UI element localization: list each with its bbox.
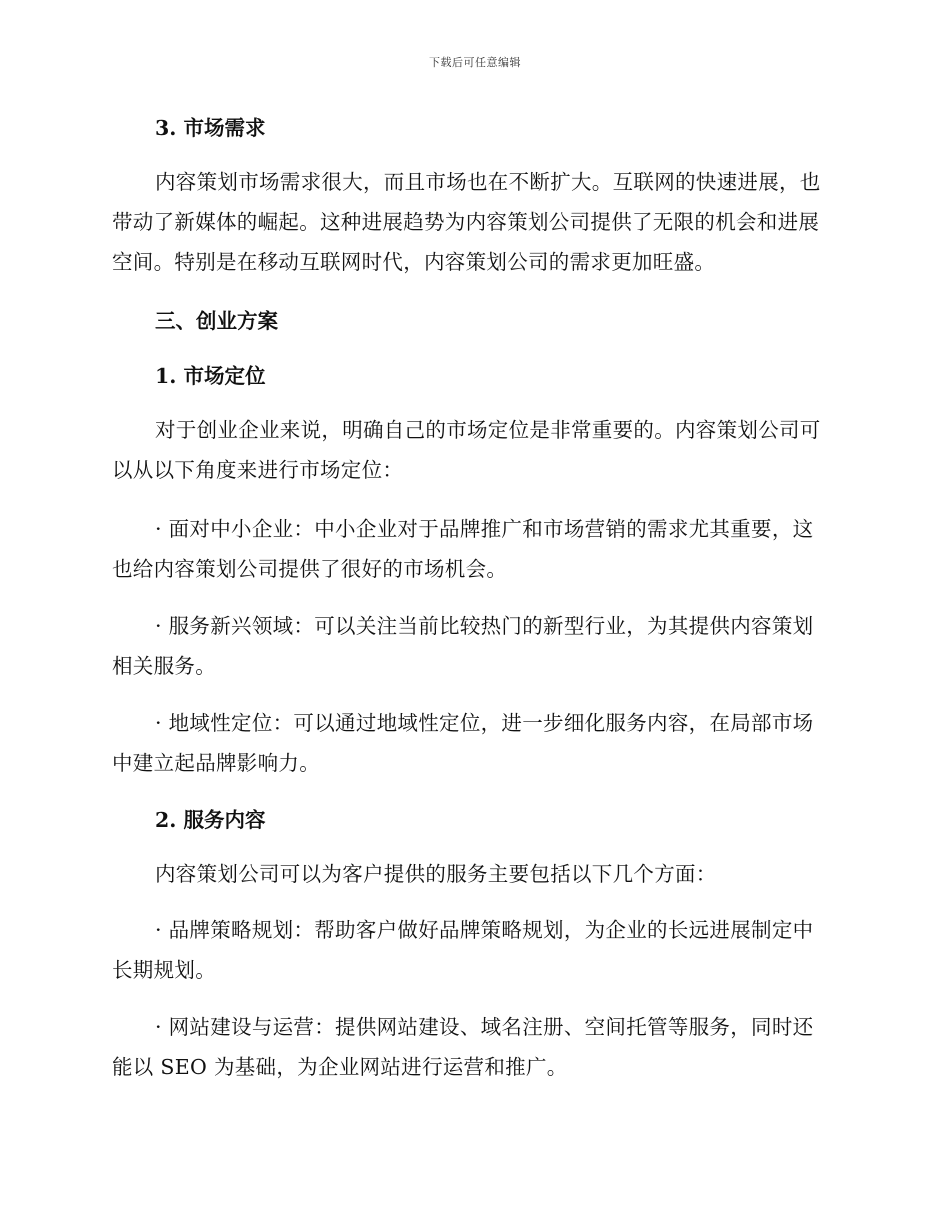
paragraph-market-positioning: 对于创业企业来说，明确自己的市场定位是非常重要的。内容策划公司可以从以下角度来进行市场定位：	[112, 418, 821, 482]
heading-startup-plan: 三、创业方案	[155, 309, 278, 333]
bullet-emerging-fields: · 服务新兴领域：可以关注当前比较热门的新型行业，为其提供内容策划相关服务。	[112, 614, 814, 678]
paragraph-market-demand: 内容策划市场需求很大，而且市场也在不断扩大。互联网的快速进展，也带动了新媒体的崛起。这种进展趋势为内容策划公司提供了无限的机会和进展空间。特别是在移动互联网时代，内容策划公司的需求更加旺盛。	[112, 170, 821, 274]
bullet-brand-strategy: · 品牌策略规划：帮助客户做好品牌策略规划，为企业的长远进展制定中长期规划。	[112, 918, 814, 982]
bullet-website-operation: · 网站建设与运营：提供网站建设、域名注册、空间托管等服务，同时还能以 SEO 为基础，为企业网站进行运营和推广。	[112, 1015, 814, 1079]
bullet-regional-positioning: · 地域性定位：可以通过地域性定位，进一步细化服务内容，在局部市场中建立起品牌影响力。	[112, 711, 814, 775]
paragraph-service-content: 内容策划公司可以为客户提供的服务主要包括以下几个方面：	[155, 862, 717, 886]
bullet-sme: · 面对中小企业：中小企业对于品牌推广和市场营销的需求尤其重要，这也给内容策划公司提供了很好的市场机会。	[112, 517, 814, 581]
page-header: 下载后可任意编辑	[429, 56, 521, 69]
heading-market-positioning: 1. 市场定位	[155, 364, 266, 388]
heading-service-content: 2. 服务内容	[155, 808, 266, 832]
heading-market-demand: 3. 市场需求	[155, 116, 266, 140]
